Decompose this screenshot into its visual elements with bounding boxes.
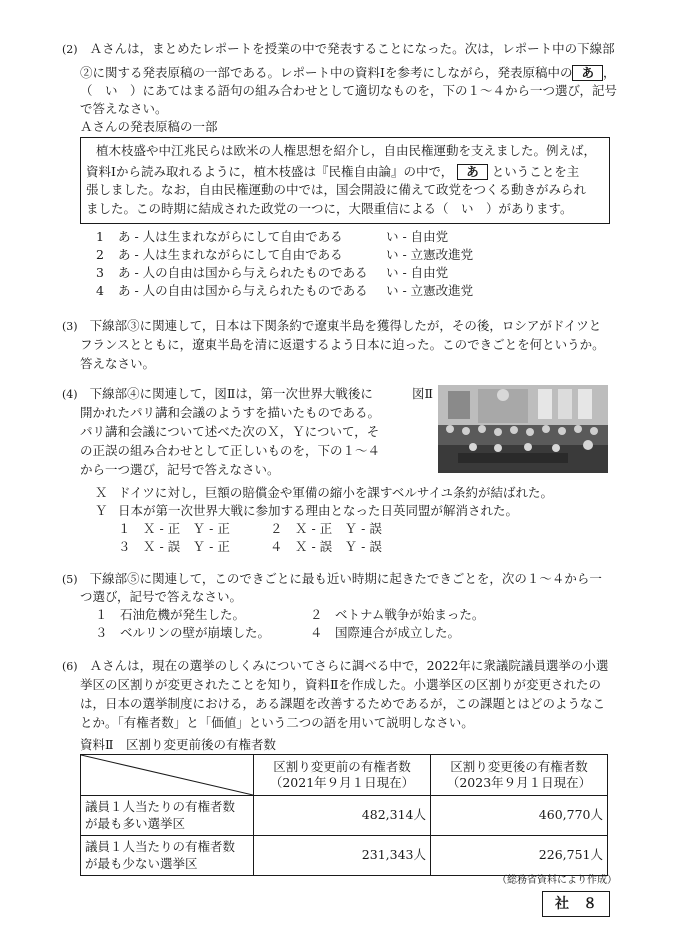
option-number: 3	[96, 265, 104, 280]
question-number: (4)	[62, 388, 78, 401]
row-header-line: が最も少ない選挙区	[85, 855, 198, 871]
option-a-text: あ - 人は生まれながらにして自由である	[118, 247, 343, 262]
option-number: 1	[96, 229, 104, 244]
column-header-before	[254, 755, 431, 796]
question-text: 下線部⑤に関連して，このできごとに最も近い時期に起きたできごとを，次の１～４から一	[89, 571, 602, 586]
question-number: (5)	[62, 573, 78, 586]
figure-label: 図Ⅱ	[412, 386, 433, 401]
option-1: １ Ｘ - 正 Ｙ - 正	[118, 521, 230, 536]
column-header-line: 区割り変更前の有権者数	[273, 758, 411, 774]
cell-least-after: 226,751人	[431, 836, 608, 876]
row-header-line: が最も多い選挙区	[85, 815, 186, 831]
column-header-after	[431, 755, 608, 796]
voter-count-table	[80, 754, 608, 876]
diagonal-line	[81, 755, 253, 795]
row-header-most	[81, 796, 254, 836]
option-2: ２ Ｘ - 正 Ｙ - 誤	[270, 521, 382, 536]
question-text: 下線部③に関連して，日本は下関条約で遼東半島を獲得したが，その後，ロシアがドイツと	[89, 318, 602, 333]
option-a-text: あ - 人の自由は国から与えられたものである	[118, 265, 368, 280]
statement-x-text: ドイツに対し，巨額の賠償金や軍備の縮小を課すベルサイユ条約が結ばれた。	[118, 485, 554, 500]
question-text: 答えなさい。	[80, 356, 156, 371]
column-header-date: （2021年９月１日現在）	[269, 775, 415, 790]
column-header-line: 区割り変更後の有権者数	[450, 758, 588, 774]
cell-least-before: 231,343人	[254, 836, 431, 876]
option-a-text: あ - 人は生まれながらにして自由である	[118, 229, 343, 244]
table-corner-cell	[81, 755, 254, 796]
question-text: パリ講和会議について述べた次のＸ，Ｙについて，そ	[80, 424, 380, 439]
statement-x-label: Ｘ	[95, 485, 108, 500]
option-number: 2	[96, 247, 104, 262]
statement-y-label: Ｙ	[95, 503, 108, 518]
question-text: ②に関する発表原稿の一部である。レポート中の資料Ⅰを参考にしながら，発表原稿中の	[80, 65, 573, 80]
question-text: フランスとともに，遼東半島を清に返還するよう日本に迫った。このできごとを何というか。	[80, 337, 605, 352]
source-note: （総務省資料により作成）	[497, 875, 617, 886]
answer-box-a: あ	[572, 65, 603, 81]
question-text: Ａさんは，現在の選挙のしくみについてさらに調べる中で，2022年に衆議院議員選挙の小選	[89, 658, 609, 673]
question-text: ，	[602, 65, 616, 80]
report-text: 植木枝盛や中江兆民らは欧米の人権思想を紹介し，自由民権運動を支えました。例えば，	[96, 143, 597, 158]
question-text: の正誤の組み合わせとして正しいものを，下の１～４	[80, 443, 381, 458]
answer-box-a: あ	[457, 164, 488, 180]
option-2: ２ ベトナム戦争が始まった。	[310, 607, 485, 622]
question-text: とか。「有権者数」と「価値」という二つの語を用いて説明しなさい。	[80, 715, 474, 730]
paris-peace-conference-image	[438, 385, 608, 473]
question-text: つ選び，記号で答えなさい。	[80, 589, 243, 604]
option-i-text: い - 立憲改進党	[386, 283, 474, 298]
question-text: で答えなさい。	[80, 101, 168, 116]
report-box-title: Ａさんの発表原稿の一部	[80, 119, 218, 134]
option-i-text: い - 自由党	[386, 229, 449, 244]
question-text: 下線部④に関連して，図Ⅱは，第一次世界大戦後に	[89, 386, 373, 401]
row-header-line: 議員１人当たりの有権者数	[85, 839, 236, 854]
option-3: ３ ベルリンの壁が崩壊した。	[95, 625, 271, 640]
cell-most-after: 460,770人	[431, 796, 608, 836]
statement-y-text: 日本が第一次世界大戦に参加する理由となった日英同盟が解消された。	[118, 503, 519, 518]
cell-most-before: 482,314人	[254, 796, 431, 836]
question-text: 挙区の区割りが変更されたことを知り，資料Ⅱを作成した。小選挙区の区割りが変更されたの	[80, 677, 601, 692]
option-i-text: い - 立憲改進党	[386, 247, 474, 262]
option-i-text: い - 自由党	[386, 265, 449, 280]
question-text: Ａさんは，まとめたレポートを授業の中で発表することになった。次は，レポート中の下線部	[89, 41, 615, 56]
option-3: ３ Ｘ - 誤 Ｙ - 正	[118, 539, 230, 554]
page-number: 社 ８	[542, 891, 610, 917]
question-text: から一つ選び，記号で答えなさい。	[80, 462, 280, 477]
question-text: 開かれたパリ講和会議のようすを描いたものである。	[80, 405, 381, 420]
option-number: 4	[96, 283, 104, 298]
question-text: は，日本の選挙制度における，ある課題を改善するためであるが，この課題とはどのようなこ	[80, 696, 606, 711]
report-text: 張しました。なお，自由民権運動の中では，国会開設に備えて政党をつくる動きがみられ	[86, 182, 587, 197]
question-number: (6)	[62, 660, 78, 673]
report-text: ました。この時期に結成された政党の一つに，大隈重信による（ い ）があります。	[86, 201, 573, 216]
option-1: １ 石油危機が発生した。	[95, 607, 246, 622]
question-number: (3)	[62, 320, 78, 333]
row-header-line: 議員１人当たりの有権者数	[85, 799, 236, 814]
option-4: ４ 国際連合が成立した。	[310, 625, 461, 640]
option-a-text: あ - 人の自由は国から与えられたものである	[118, 283, 368, 298]
report-text: 資料Ⅰから読み取れるように，植木枝盛は『民権自由論』の中で，	[86, 164, 454, 179]
row-header-least	[81, 836, 254, 876]
column-header-date: （2023年９月１日現在）	[446, 775, 592, 790]
option-4: ４ Ｘ - 誤 Ｙ - 誤	[270, 539, 382, 554]
table-title: 資料Ⅱ 区割り変更前後の有権者数	[80, 737, 276, 752]
question-text: （ い ）にあてはまる語句の組み合わせとして適切なものを，下の１～４から一つ選び，記号	[80, 83, 618, 98]
report-text: ということを主	[491, 164, 580, 179]
question-number: (2)	[62, 43, 78, 56]
